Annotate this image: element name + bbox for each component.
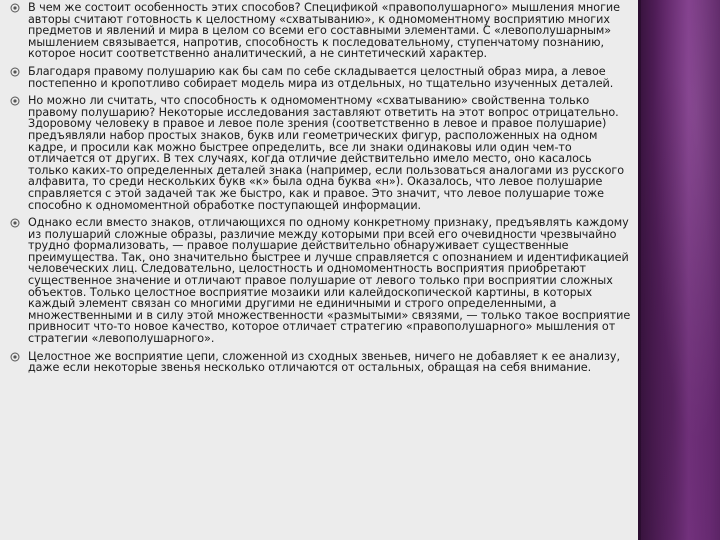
list-item — [10, 217, 634, 345]
list-item — [10, 2, 634, 60]
paragraph-text: Но можно ли считать, что способность к одномоментному «схватыванию» свойственна только правому полушарию? Некоторые исследования заставляют ответить на этот вопрос отрицательно. Здоровому человеку в правое и левое поле зрения (соответственно в левое и правое полушарие) предъявляли набор простых знаков, букв или геометрических фигур, расположенных на одном кадре, и просили как можно быстрее определить, все ли знаки одинаковы или один чем-то отличается от других. В тех случаях, когда отличие действительно имело место, оно касалось только каких-то определенных деталей знака (например, если пользоваться аналогами из русского алфавита, то среди нескольких букв «к» была одна буква «н»). Оказалось, что левое полушарие справляется с этой задачей так же быстро, как и правое. Это значит, что левое полушарие тоже способно к одномоментной обработке поступающей информации. — [28, 94, 625, 212]
paragraph-text: В чем же состоит особенность этих способов? Спецификой «правополушарного» мышления многие авторы считают готовность к целостному «схватыванию», к одномоментному восприятию многих предметов и явлений и мира в целом со всеми его составными элементами. С «левополушарным» мышлением связывается, напротив, способность к последовательному, ступенчатому познанию, которое носит соответственно аналитический, а не синтетический характер. — [28, 1, 620, 61]
list-item — [10, 351, 634, 374]
ring-dot-bullet-icon — [10, 218, 20, 228]
ring-dot-bullet-icon — [10, 352, 20, 362]
paragraph-text: Благодаря правому полушарию как бы сам по себе складывается целостный образ мира, а левое постепенно и кропотливо собирает модель мира из отдельных, но тщательно изученных деталей. — [28, 64, 614, 90]
ring-dot-bullet-icon — [10, 67, 20, 77]
decorative-side-band — [641, 0, 720, 540]
ring-dot-bullet-icon — [10, 3, 20, 13]
list-item — [10, 95, 634, 211]
paragraph-text: Целостное же восприятие цепи, сложенной из сходных звеньев, ничего не добавляет к ее анализу, даже если некоторые звенья несколько отличаются от остальных, обращая на себя внимание. — [28, 349, 620, 375]
ring-dot-bullet-icon — [10, 96, 20, 106]
paragraph-text: Однако если вместо знаков, отличающихся по одному конкретному признаку, предъявлять каждому из полушарий сложные образы, различие между которыми при всей его очевидности чрезвычайно трудно формализовать, — правое полушарие действительно обнаруживает существенные преимущества. Так, оно значительно быстрее и лучше справляется с опознанием и идентификацией человеческих лиц. Следовательно, целостность и одномоментность восприятия приобретают существенное значение и отличают правое полушарие от левого только при восприятии сложных объектов. Только целостное восприятие мозаики или калейдоскопической картины, в которых каждый элемент связан со многими другими не единичными и строго определенными, а множественными и в силу этой множественности «размытыми» связями, — только такое восприятие привносит что-то новое качество, которое отличает стратегию «правополушарного» мышления от стратегии «левополушарного». — [28, 216, 631, 346]
bullet-list — [10, 2, 634, 380]
list-item — [10, 66, 634, 89]
